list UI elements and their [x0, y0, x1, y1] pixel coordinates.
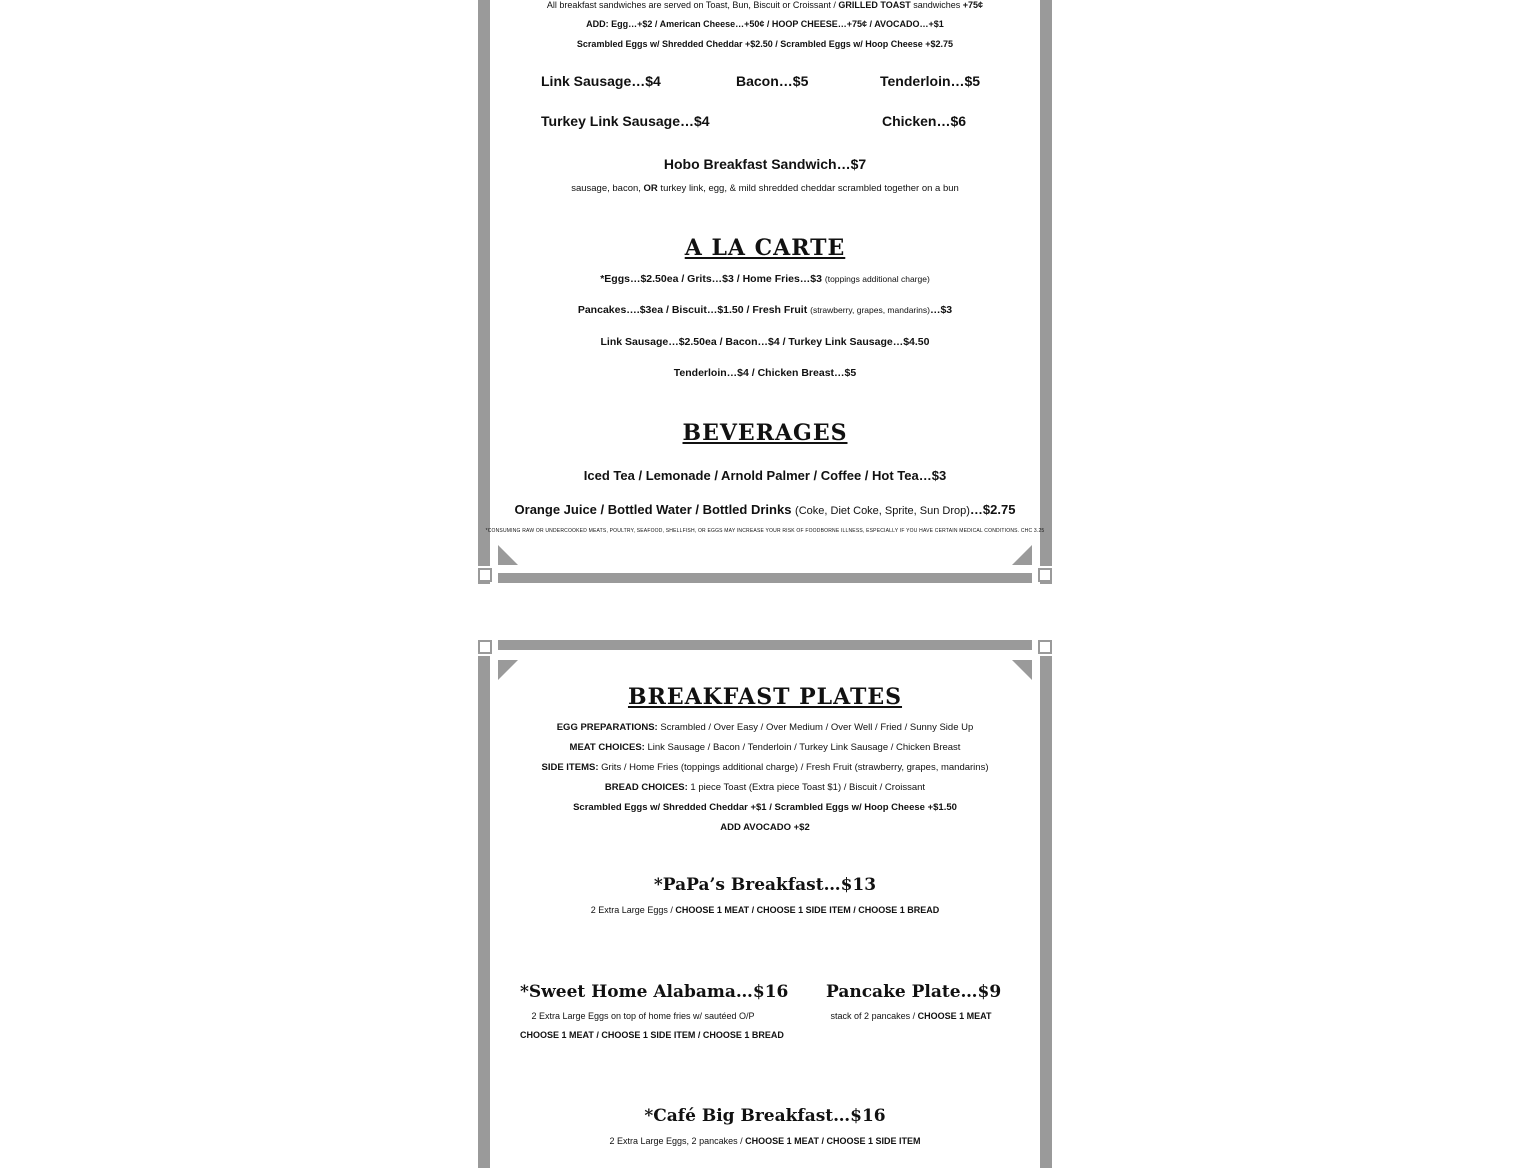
papa-breakfast-title: *PaPa’s Breakfast…$13: [653, 875, 877, 895]
a-la-carte-line-2-main: Pancakes….$3ea / Biscuit…$1.50 / Fresh Fruit: [577, 304, 811, 316]
page1-corner-triangle-left: [498, 545, 518, 565]
sweet-home-alabama-title: *Sweet Home Alabama…$16: [520, 982, 789, 1002]
bread-choices-label: BREAD CHOICES:: [604, 782, 688, 793]
page2-right-border: [1040, 640, 1052, 1168]
beverage-line-2-main: Orange Juice / Bottled Water / Bottled Drinks: [514, 502, 796, 517]
side-items-label: SIDE ITEMS:: [541, 762, 599, 773]
menu-item-bacon: Bacon…$5: [736, 73, 809, 89]
page1-corner-ornament-right: [1038, 568, 1052, 582]
page1-right-border: [1040, 0, 1052, 584]
meat-choices-label: MEAT CHOICES:: [569, 742, 645, 753]
sweet-home-alabama-desc-2: CHOOSE 1 MEAT / CHOOSE 1 SIDE ITEM / CHOOSE 1 BREAD: [520, 1030, 784, 1040]
sweet-home-alabama-desc-1: 2 Extra Large Eggs on top of home fries w/ sautéed O/P: [531, 1011, 755, 1021]
menu-item-chicken: Chicken…$6: [882, 113, 967, 129]
sandwich-note-end: sandwiches: [910, 0, 963, 10]
add-ons-line: ADD: Egg…+$2 / American Cheese…+50¢ / HOOP CHEESE…+75¢ / AVOCADO…+$1: [586, 19, 944, 29]
cafe-desc-b: CHOOSE 1 MEAT / CHOOSE 1 SIDE ITEM: [745, 1136, 921, 1146]
sandwich-note-bold: GRILLED TOAST: [838, 0, 911, 10]
plates-scrambled-upgrade-line: Scrambled Eggs w/ Shredded Cheddar +$1 / Scrambled Eggs w/ Hoop Cheese +$1.50: [573, 802, 957, 813]
scrambled-upgrade-line: Scrambled Eggs w/ Shredded Cheddar +$2.50 / Scrambled Eggs w/ Hoop Cheese +$2.75: [576, 39, 954, 49]
page2-top-border: [498, 640, 1032, 650]
egg-preparations-value: Scrambled / Over Easy / Over Medium / Over Well / Fried / Sunny Side Up: [657, 722, 974, 733]
beverage-line-2-note: (Coke, Diet Coke, Sprite, Sun Drop): [795, 505, 970, 517]
papa-desc-a: 2 Extra Large Eggs /: [590, 905, 676, 915]
egg-preparations-line: [478, 722, 1052, 733]
a-la-carte-line-2-tail: …$3: [929, 304, 953, 316]
egg-preparations-label: EGG PREPARATIONS:: [556, 722, 658, 733]
sandwich-note-price: +75¢: [962, 0, 984, 10]
pancake-desc-b: CHOOSE 1 MEAT: [917, 1011, 992, 1021]
side-items-line: [478, 762, 1052, 773]
page2-corner-triangle-left: [498, 660, 518, 680]
a-la-carte-line-1-note: (toppings additional charge): [824, 274, 930, 284]
papa-breakfast-description: [478, 905, 1052, 915]
a-la-carte-heading: A LA CARTE: [684, 235, 846, 261]
beverage-line-2: [478, 502, 1052, 517]
a-la-carte-line-1-main: *Eggs…$2.50ea / Grits…$3 / Home Fries…$3: [600, 273, 825, 285]
cafe-desc-a: 2 Extra Large Eggs, 2 pancakes /: [609, 1136, 746, 1146]
pancake-plate-description: [826, 1011, 996, 1021]
a-la-carte-line-4: Tenderloin…$4 / Chicken Breast…$5: [673, 367, 857, 379]
page1-bottom-border: [498, 573, 1032, 583]
bread-choices-line: [478, 782, 1052, 793]
pancake-plate-title: Pancake Plate…$9: [826, 982, 1002, 1002]
page2-corner-ornament-left: [478, 640, 492, 654]
menu-item-link-sausage: Link Sausage…$4: [541, 73, 661, 89]
sandwich-note-text: All breakfast sandwiches are served on Toast, Bun, Biscuit or Croissant /: [546, 0, 839, 10]
papa-desc-b: CHOOSE 1 MEAT / CHOOSE 1 SIDE ITEM / CHOOSE 1 BREAD: [675, 905, 940, 915]
a-la-carte-line-1: [478, 273, 1052, 285]
menu-item-tenderloin: Tenderloin…$5: [880, 73, 981, 89]
page1-left-border: [478, 0, 490, 584]
breakfast-plates-heading: BREAKFAST PLATES: [627, 684, 903, 710]
meat-choices-value: Link Sausage / Bacon / Tenderloin / Turkey Link Sausage / Chicken Breast: [644, 742, 961, 753]
cafe-big-breakfast-description: [478, 1136, 1052, 1146]
page1-corner-triangle-right: [1012, 545, 1032, 565]
cafe-big-breakfast-title: *Café Big Breakfast…$16: [644, 1106, 886, 1126]
hobo-desc-part-a: sausage, bacon,: [571, 183, 644, 194]
hobo-sandwich-title: Hobo Breakfast Sandwich…$7: [663, 156, 867, 172]
hobo-sandwich-description: [478, 183, 1052, 194]
beverages-heading: BEVERAGES: [682, 420, 848, 446]
hobo-desc-part-b: turkey link, egg, & mild shredded cheddar scrambled together on a bun: [657, 183, 959, 194]
page2-corner-triangle-right: [1012, 660, 1032, 680]
beverage-line-2-price: …$2.75: [969, 502, 1016, 517]
beverage-line-1: Iced Tea / Lemonade / Arnold Palmer / Coffee / Hot Tea…$3: [583, 468, 947, 483]
a-la-carte-line-2-note: (strawberry, grapes, mandarins): [810, 305, 930, 315]
page1-corner-ornament-left: [478, 568, 492, 582]
add-avocado-line: ADD AVOCADO +$2: [720, 822, 810, 833]
hobo-desc-or: OR: [643, 183, 658, 194]
disclaimer: *CONSUMING RAW OR UNDERCOOKED MEATS, POULTRY, SEAFOOD, SHELLFISH, OR EGGS MAY INCREASE YOUR RISK OF FOODBORNE ILLNESS, ESPECIALLY IF YOU HAVE CERTAIN MEDICAL CONDITIONS. CHC 3.25: [485, 528, 1045, 534]
a-la-carte-line-3: Link Sausage…$2.50ea / Bacon…$4 / Turkey Link Sausage…$4.50: [600, 336, 930, 348]
sandwich-note: [478, 0, 1052, 10]
a-la-carte-line-2: [478, 304, 1052, 316]
pancake-desc-a: stack of 2 pancakes /: [830, 1011, 918, 1021]
side-items-value: Grits / Home Fries (toppings additional charge) / Fresh Fruit (strawberry, grapes, mandarins): [598, 762, 989, 773]
page2-left-border: [478, 640, 490, 1168]
bread-choices-value: 1 piece Toast (Extra piece Toast $1) / Biscuit / Croissant: [687, 782, 926, 793]
menu-item-turkey-link-sausage: Turkey Link Sausage…$4: [541, 113, 710, 129]
meat-choices-line: [478, 742, 1052, 753]
page2-corner-ornament-right: [1038, 640, 1052, 654]
